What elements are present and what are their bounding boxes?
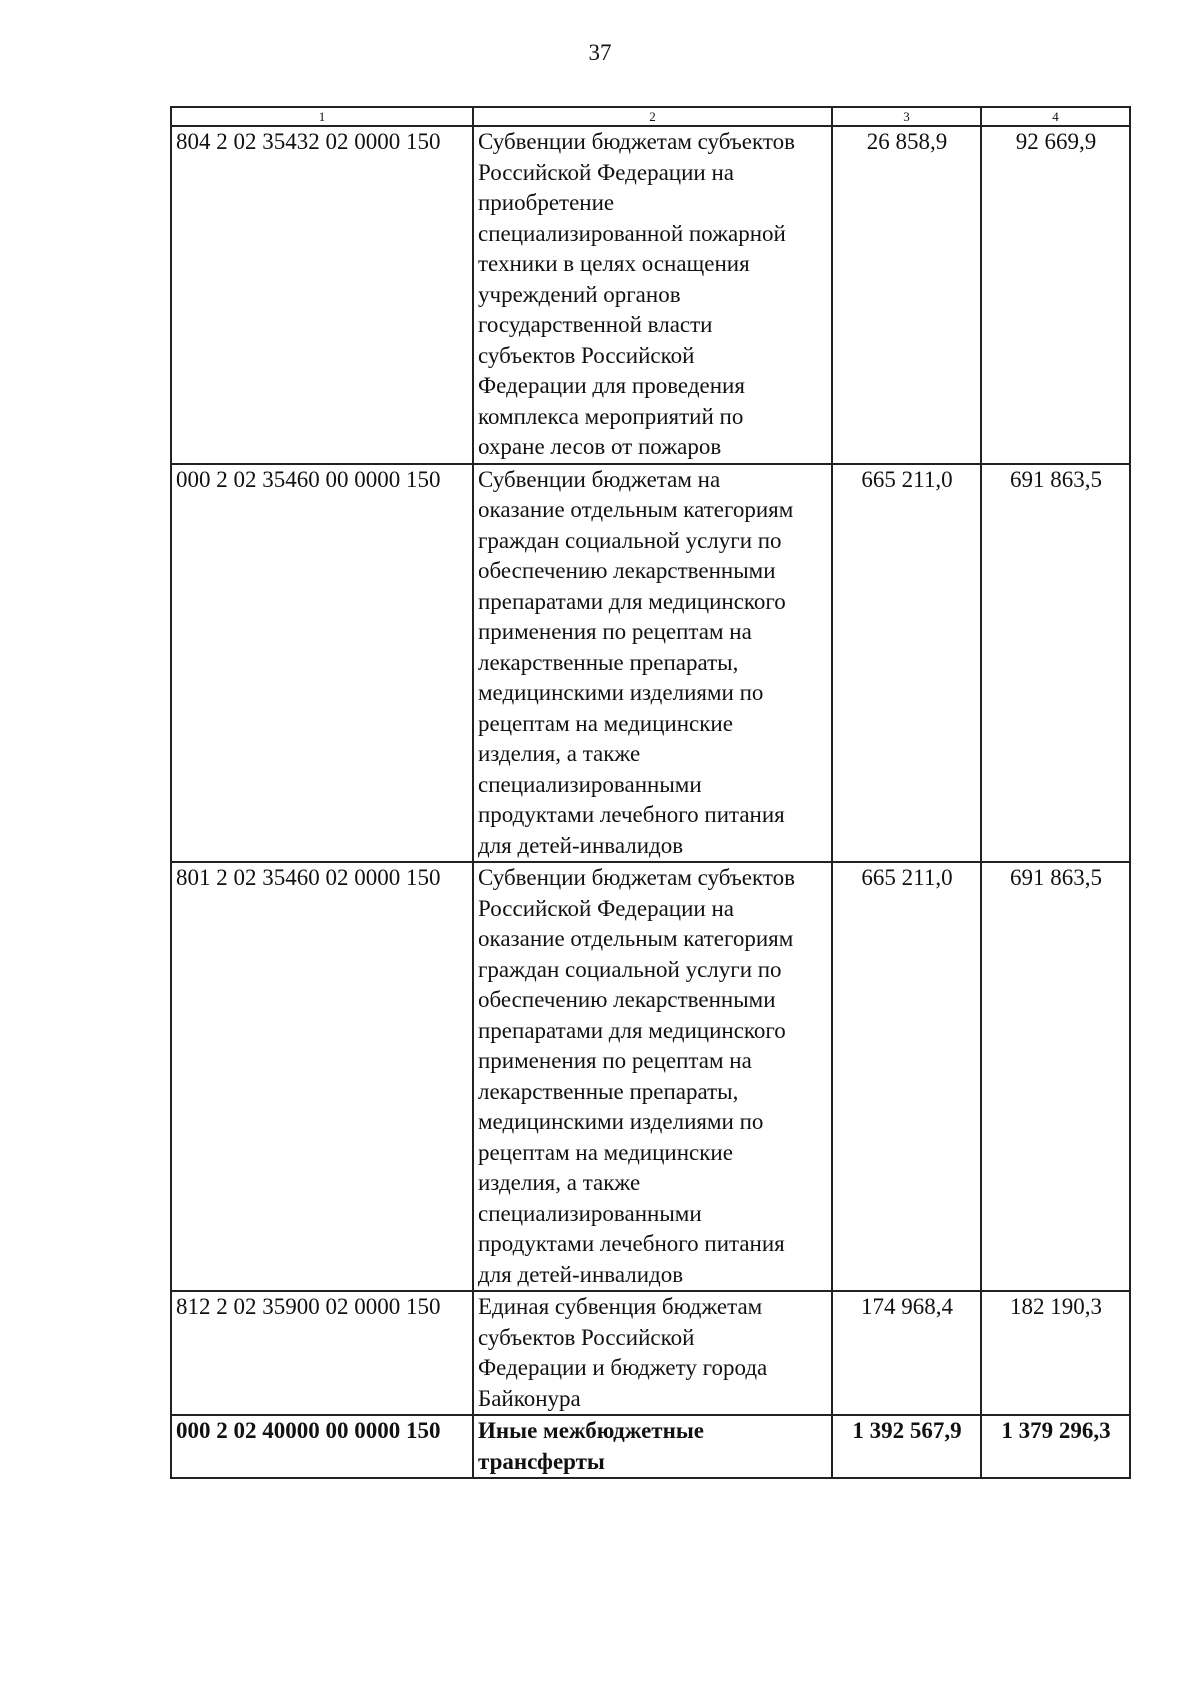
income-name-line: Байконура (478, 1385, 581, 1411)
income-name-line: препаратами для медицинского (478, 1017, 786, 1043)
amount-year1-cell: 26 858,9 (832, 126, 981, 464)
income-name-line: субъектов Российской (478, 342, 695, 368)
page-number: 37 (588, 40, 612, 65)
income-name-line: специализированной пожарной (478, 220, 786, 246)
amount-year2-cell: 691 863,5 (981, 862, 1130, 1291)
budget-code-cell: 801 2 02 35460 02 0000 150 (171, 862, 473, 1291)
income-name-line: учреждений органов (478, 281, 681, 307)
income-name-line: Федерации и бюджету города (478, 1355, 768, 1380)
column-number: 4 (981, 107, 1130, 126)
income-name-line: специализированными (478, 771, 702, 797)
column-number-row (171, 107, 1130, 126)
income-name-line: продуктами лечебного питания (478, 802, 785, 827)
income-name-line: для детей-инвалидов (478, 832, 684, 858)
income-name-line: трансферты (478, 1448, 605, 1474)
amount-year1-cell: 665 211,0 (832, 464, 981, 863)
amount-year1-cell: 174 968,4 (832, 1291, 981, 1415)
income-name-line: применения по рецептам на (478, 619, 752, 644)
income-name-line: обеспечению лекарственными (478, 987, 776, 1012)
income-name-line: комплекса мероприятий по (478, 403, 744, 429)
income-name-line: Субвенции бюджетам субъектов (478, 865, 795, 890)
table-row (171, 862, 1130, 1291)
table-row (171, 126, 1130, 464)
income-name-cell (473, 464, 832, 863)
income-name-line: Субвенции бюджетам на (478, 466, 721, 492)
table-row (171, 464, 1130, 863)
income-name-line: Федерации для проведения (478, 373, 745, 398)
income-name-line: Субвенции бюджетам субъектов (478, 129, 795, 154)
income-name-line: государственной власти (478, 312, 713, 337)
income-name-line: граждан социальной услуги по (478, 956, 782, 982)
income-name-cell (473, 1291, 832, 1415)
budget-code-cell: 000 2 02 35460 00 0000 150 (171, 464, 473, 863)
income-name-line: оказание отдельным категориям (478, 926, 794, 951)
amount-year2-cell: 1 379 296,3 (981, 1415, 1130, 1478)
income-name-line: обеспечению лекарственными (478, 558, 776, 583)
amount-year2-cell: 92 669,9 (981, 126, 1130, 464)
income-name-line: Российской Федерации на (478, 159, 734, 185)
budget-code-cell: 000 2 02 40000 00 0000 150 (171, 1415, 473, 1478)
income-name-line: медицинскими изделиями по (478, 680, 764, 705)
income-name-line: изделия, а также (478, 741, 641, 766)
income-name-line: изделия, а также (478, 1170, 641, 1195)
amount-year1-cell: 1 392 567,9 (832, 1415, 981, 1478)
income-name-cell (473, 126, 832, 464)
income-name-line: рецептам на медицинские (478, 710, 733, 736)
budget-table (170, 106, 1131, 1479)
income-name-line: Российской Федерации на (478, 895, 734, 921)
income-name-line: лекарственные препараты, (478, 649, 739, 675)
income-name-line: рецептам на медицинские (478, 1139, 733, 1165)
income-name-line: субъектов Российской (478, 1324, 695, 1350)
income-name-line: техники в целях оснащения (478, 251, 750, 276)
column-number: 1 (171, 107, 473, 126)
amount-year2-cell: 182 190,3 (981, 1291, 1130, 1415)
income-name-line: препаратами для медицинского (478, 588, 786, 614)
amount-year2-cell: 691 863,5 (981, 464, 1130, 863)
income-name-line: оказание отдельным категориям (478, 497, 794, 522)
table-row (171, 1291, 1130, 1415)
table-row (171, 1415, 1130, 1478)
amount-year1-cell: 665 211,0 (832, 862, 981, 1291)
income-name-line: медицинскими изделиями по (478, 1109, 764, 1134)
income-name-line: продуктами лечебного питания (478, 1231, 785, 1256)
income-name-line: специализированными (478, 1200, 702, 1226)
income-name-line: Единая субвенция бюджетам (478, 1294, 763, 1319)
budget-code-cell: 812 2 02 35900 02 0000 150 (171, 1291, 473, 1415)
income-name-line: охране лесов от пожаров (478, 434, 722, 459)
column-number: 2 (473, 107, 832, 126)
income-name-line: применения по рецептам на (478, 1048, 752, 1073)
budget-code-cell: 804 2 02 35432 02 0000 150 (171, 126, 473, 464)
income-name-cell (473, 862, 832, 1291)
income-name-line: приобретение (478, 190, 615, 215)
income-name-cell (473, 1415, 832, 1478)
income-name-line: лекарственные препараты, (478, 1078, 739, 1104)
income-name-line: Иные межбюджетные (478, 1418, 705, 1443)
income-name-line: граждан социальной услуги по (478, 527, 782, 553)
column-number: 3 (832, 107, 981, 126)
income-name-line: для детей-инвалидов (478, 1261, 684, 1287)
